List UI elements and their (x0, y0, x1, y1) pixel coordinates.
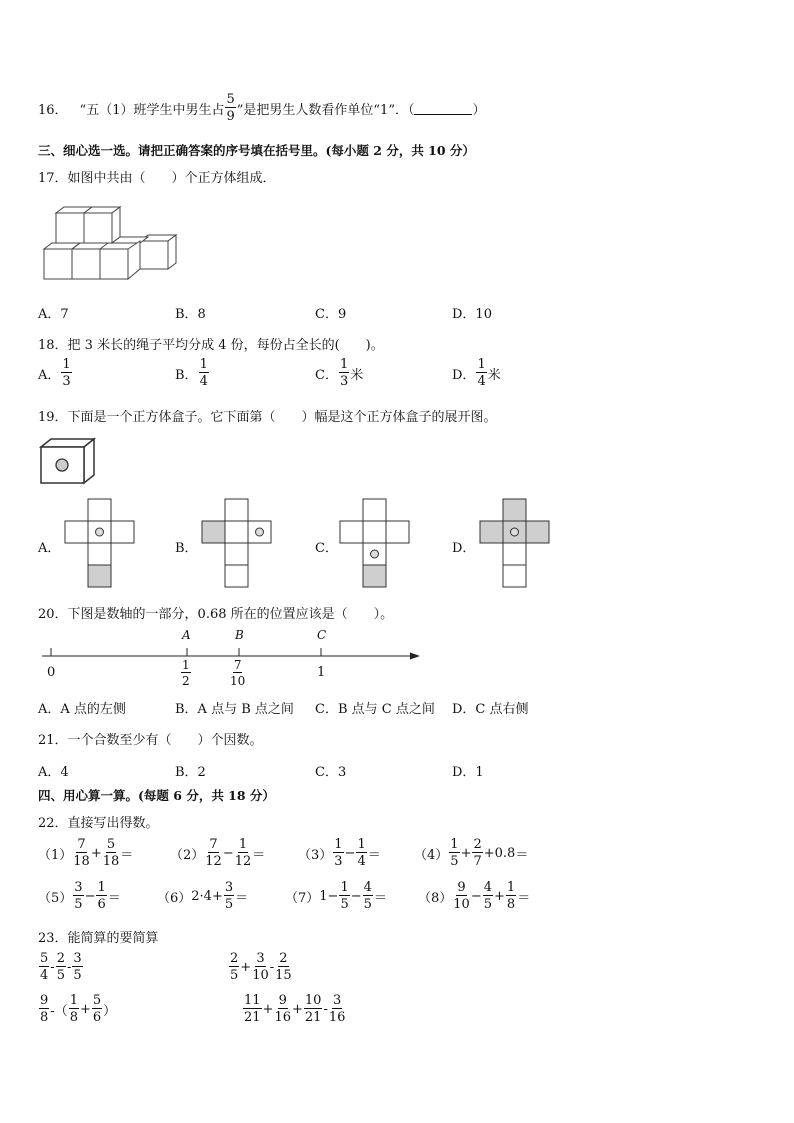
net-b[interactable] (201, 498, 273, 590)
expression-3: $\frac{9}{8}$ -（ $\frac{1}{8}$ + $\frac{5}{6}$ ） (40, 993, 117, 1025)
calc-item-8: （8） $\frac{9}{10}$ − $\frac{4}{5}$ + $\frac{1}{8}$ ＝ (418, 880, 531, 912)
option-d[interactable]: D． $\frac{1}{4}$ 米 (452, 357, 501, 389)
option-d[interactable]: D．1 (452, 765, 484, 780)
axis-zero-label: 0 (47, 665, 56, 680)
point-a-letter: A (182, 628, 191, 642)
question-text: ） (472, 102, 486, 118)
option-c[interactable]: C．3 (315, 765, 347, 780)
option-a[interactable]: A． (38, 541, 61, 556)
option-c[interactable]: C．9 (315, 307, 347, 322)
calc-item-5: （5） $\frac{3}{5}$ − $\frac{1}{6}$ ＝ (38, 880, 121, 912)
option-b[interactable]: B．2 (175, 765, 206, 780)
question-23-text: 23．能简算的要简算 (38, 931, 159, 946)
option-d[interactable]: D．C 点右侧 (452, 702, 529, 717)
calc-item-6: （6） 2·4+ $\frac{3}{5}$ ＝ (157, 880, 249, 912)
option-a[interactable]: A．4 (38, 765, 69, 780)
section-heading: 四、用心算一算。(每题 6 分，共 18 分） (38, 788, 275, 803)
question-21-text: 21．一个合数至少有（ ）个因数。 (38, 733, 263, 748)
question-number: 16． (38, 102, 68, 118)
cube-stack-figure (40, 205, 185, 283)
option-c[interactable]: C． $\frac{1}{3}$ 米 (315, 357, 364, 389)
option-a[interactable]: A． $\frac{1}{3}$ (38, 357, 71, 389)
question-17-text: 17．如图中共由（ ）个正方体组成． (38, 171, 276, 186)
cube-box-figure (38, 437, 98, 485)
calc-item-2: （2） $\frac{7}{12}$ − $\frac{1}{12}$ ＝ (170, 837, 266, 869)
calc-item-1: （1） $\frac{7}{18}$ + $\frac{5}{18}$ ＝ (38, 837, 134, 869)
option-d[interactable]: D． (452, 541, 476, 556)
option-b[interactable]: B．A 点与 B 点之间 (175, 702, 294, 717)
question-16 (38, 88, 485, 128)
expression-2: $\frac{2}{5}$ + $\frac{3}{10}$ - $\frac{2}{15}$ (230, 951, 292, 983)
point-c-letter: C (317, 628, 327, 642)
question-19-text: 19．下面是一个正方体盒子。它下面第（ ）幅是这个正方体盒子的展开图。 (38, 410, 497, 425)
calc-item-7: （7） 1− $\frac{1}{5}$ − $\frac{4}{5}$ ＝ (285, 880, 387, 912)
point-a-value: $\frac{1}{2}$ (182, 658, 190, 688)
option-c[interactable]: C．B 点与 C 点之间 (315, 702, 435, 717)
question-text: “五（1）班学生中男生占 (79, 102, 225, 118)
fraction: $\frac{5}{9}$ (226, 92, 235, 124)
answer-blank[interactable] (414, 102, 472, 115)
question-20-text: 20．下图是数轴的一部分，0.68 所在的位置应该是（ ）。 (38, 607, 394, 622)
net-c[interactable] (339, 498, 411, 590)
calc-item-4: （4） $\frac{1}{5}$ + $\frac{2}{7}$ +0.8 ＝ (414, 837, 529, 869)
option-a[interactable]: A．7 (38, 307, 69, 322)
option-b[interactable]: B． (175, 541, 198, 556)
question-text: ”是把男生人数看作单位“1”．（ (236, 102, 415, 118)
question-22-text: 22．直接写出得数。 (38, 816, 159, 831)
option-d[interactable]: D．10 (452, 307, 492, 322)
option-b[interactable]: B． $\frac{1}{4}$ (175, 357, 208, 389)
calc-item-3: （3） $\frac{1}{3}$ − $\frac{1}{4}$ ＝ (298, 837, 381, 869)
section-heading: 三、细心选一选。请把正确答案的序号填在括号里。(每小题 2 分，共 10 分） (38, 143, 475, 158)
expression-1: $\frac{5}{4}$ - $\frac{2}{5}$ - $\frac{3}{5}$ (40, 951, 82, 983)
point-b-value: $\frac{7}{10}$ (230, 658, 246, 688)
question-18-text: 18．把 3 米长的绳子平均分成 4 份，每份占全长的( )。 (38, 338, 384, 353)
option-b[interactable]: B．8 (175, 307, 206, 322)
net-a[interactable] (64, 498, 136, 590)
option-c[interactable]: C． (315, 541, 338, 556)
point-c-value: 1 (317, 665, 326, 680)
point-b-letter: B (235, 628, 244, 642)
net-d[interactable] (479, 498, 551, 590)
option-a[interactable]: A．A 点的左侧 (38, 702, 126, 717)
expression-4: $\frac{11}{21}$ + $\frac{9}{16}$ + $\frac{10}{21}$ - $\frac{3}{16}$ (244, 993, 346, 1025)
